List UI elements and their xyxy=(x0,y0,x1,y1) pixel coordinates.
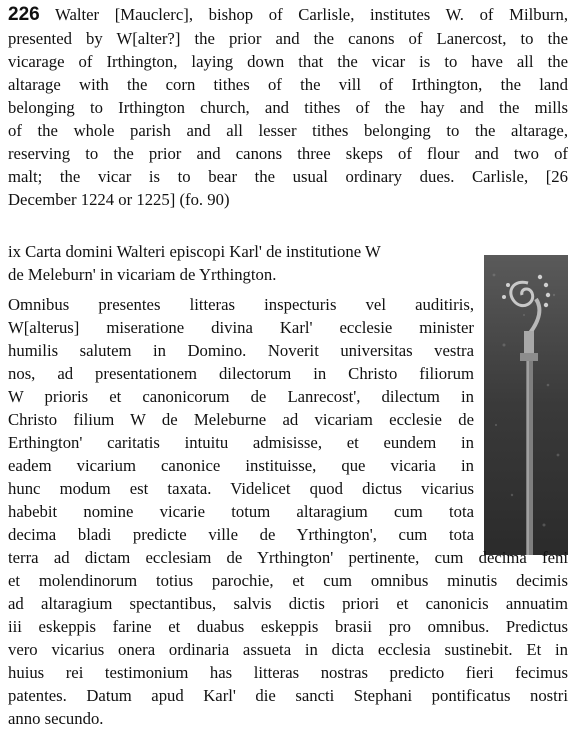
rubric-line: ix Carta domini Walteri episcopi Karl' de institutione W xyxy=(8,242,381,261)
charter-line: nos, ad presentationem dilectorum in Christo filiorum xyxy=(8,364,474,383)
summary-line: of the whole parish and all lesser tithes belonging to the altarage, xyxy=(8,121,568,140)
summary-line: altarage with the corn tithes of the vill of Irthington, the land xyxy=(8,75,568,94)
charter-line: iii eskeppis farine et duabus eskeppis brasii pro omnibus. Predictus xyxy=(8,617,568,636)
charter-line: patentes. Datum apud Karl' die sancti Stephani pontificatus nostri xyxy=(8,686,568,705)
charter-line: humilis salutem in Domino. Noverit universitas vestra xyxy=(8,341,474,360)
charter-line: decima bladi predicte ville de Yrthington', cum tota xyxy=(8,525,474,544)
charter-line: hunc modum est taxata. Videlicet quod dictus vicarius xyxy=(8,479,474,498)
summary-line: vicarage of Irthington, laying down that the vicar is to have all the xyxy=(8,52,568,71)
charter-line: anno secundo. xyxy=(8,709,104,728)
charter-line: Erthington' caritatis intuitu admisisse, et eundem in xyxy=(8,433,474,452)
rubric-line: de Meleburn' in vicariam de Yrthington. xyxy=(8,265,277,284)
charter-line: Christo filium W de Meleburne ad vicariam ecclesie de xyxy=(8,410,474,429)
charter-line: Omnibus presentes litteras inspecturis vel auditiris, xyxy=(8,295,474,314)
charter-line: terra ad dictam ecclesiam de Yrthington' pertinente, cum decima feni xyxy=(8,548,568,567)
summary-line: belonging to Irthington church, and tithes of the hay and the mills xyxy=(8,98,568,117)
summary-line: December 1224 or 1225] (fo. 90) xyxy=(8,190,230,209)
charter-line: huius rei testimonium has litteras nostras predicto fieri fecimus xyxy=(8,663,568,682)
summary-line: reserving to the prior and canons three skeps of flour and two of xyxy=(8,144,568,163)
entry-number: 226 xyxy=(8,4,40,25)
charter-line: et molendinorum totius parochie, et cum omnibus minutis decimis xyxy=(8,571,568,590)
summary-line: malt; the vicar is to bear the usual ordinary dues. Carlisle, [26 xyxy=(8,167,568,186)
charter-line: eadem vicarium canonice instituisse, que vicaria in xyxy=(8,456,474,475)
summary-line xyxy=(8,4,568,25)
charter-line: habebit nomine vicarie totum altaragium cum tota xyxy=(8,502,474,521)
charter-line: vero vicarius onera ordinaria assueta in dicta ecclesia sustinebit. Et in xyxy=(8,640,568,659)
charter-line: W[alterus] miseratione divina Karl' ecclesie minister xyxy=(8,318,474,337)
crozier-icon xyxy=(484,255,568,555)
summary-line: presented by W[alter?] the prior and the canons of Lanercost, to the xyxy=(8,29,568,48)
crozier-image xyxy=(484,255,568,555)
charter-line: W prioris et canonicorum de Lanrecost', dilectum in xyxy=(8,387,474,406)
charter-line: ad altaragium spectantibus, salvis dictis priori et canonicis annuatim xyxy=(8,594,568,613)
summary-text: Walter [Mauclerc], bishop of Carlisle, institutes W. of Milburn, xyxy=(39,5,568,24)
